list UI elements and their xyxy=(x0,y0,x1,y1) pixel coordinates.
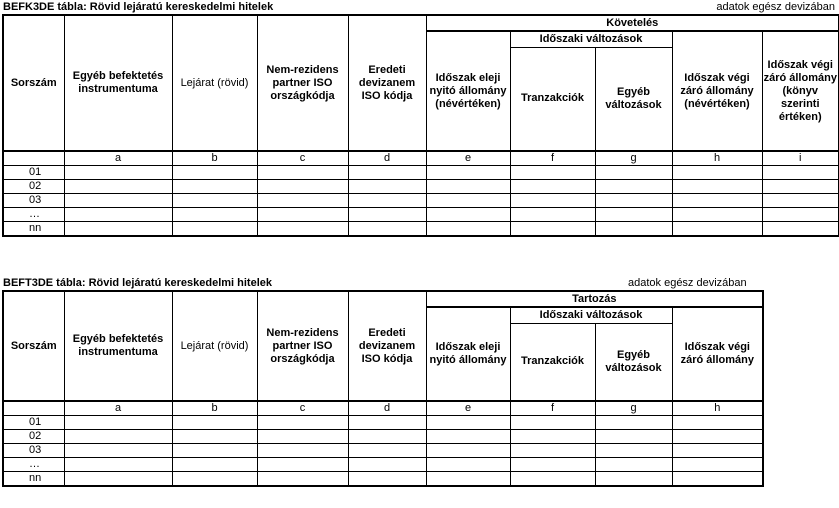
data-cell[interactable] xyxy=(257,180,348,194)
letter-cell: e xyxy=(426,401,510,416)
table1 xyxy=(2,14,839,237)
col-nyito: Időszak eleji nyitó állomány xyxy=(426,307,510,401)
col-tranzakciok: Tranzakciók xyxy=(510,323,595,401)
data-cell[interactable] xyxy=(672,222,762,237)
data-cell[interactable] xyxy=(672,430,763,444)
data-cell[interactable] xyxy=(762,166,839,180)
letter-cell: f xyxy=(510,401,595,416)
group-header-kovetelés: Követelés xyxy=(426,15,839,31)
row-label: … xyxy=(3,208,64,222)
col-zaro: Időszak végi záró állomány xyxy=(672,307,763,401)
table-row xyxy=(3,180,839,194)
data-cell[interactable] xyxy=(348,166,426,180)
row-label: 02 xyxy=(3,180,64,194)
data-cell[interactable] xyxy=(257,472,348,487)
sub-header-idoszaki: Időszaki változások xyxy=(510,31,672,47)
data-cell[interactable] xyxy=(348,472,426,487)
table-row xyxy=(3,208,839,222)
data-cell[interactable] xyxy=(595,444,672,458)
letter-cell: g xyxy=(595,401,672,416)
data-cell[interactable] xyxy=(172,458,257,472)
data-cell[interactable] xyxy=(257,458,348,472)
data-cell[interactable] xyxy=(595,166,672,180)
data-cell[interactable] xyxy=(510,194,595,208)
letter-cell xyxy=(3,401,64,416)
data-cell[interactable] xyxy=(172,444,257,458)
data-cell[interactable] xyxy=(172,180,257,194)
letter-cell: i xyxy=(762,151,839,166)
row-label: 02 xyxy=(3,430,64,444)
data-cell[interactable] xyxy=(257,194,348,208)
data-cell[interactable] xyxy=(426,222,510,237)
col-zaro: Időszak végi záró állomány (névértéken) xyxy=(672,31,762,151)
data-cell[interactable] xyxy=(64,166,172,180)
data-cell[interactable] xyxy=(172,472,257,487)
col-zaro-konyv: Időszak végi záró állomány (könyv szerinti értéken) xyxy=(762,31,839,151)
data-cell[interactable] xyxy=(595,194,672,208)
table2 xyxy=(2,290,764,487)
data-cell[interactable] xyxy=(348,194,426,208)
data-cell[interactable] xyxy=(257,166,348,180)
data-cell[interactable] xyxy=(348,416,426,430)
data-cell[interactable] xyxy=(172,222,257,237)
row-label: nn xyxy=(3,222,64,237)
table-row xyxy=(3,166,839,180)
data-cell[interactable] xyxy=(426,458,510,472)
data-cell[interactable] xyxy=(64,472,172,487)
data-cell[interactable] xyxy=(426,194,510,208)
data-cell[interactable] xyxy=(348,444,426,458)
row-label: 03 xyxy=(3,194,64,208)
row-label: 03 xyxy=(3,444,64,458)
letter-cell: h xyxy=(672,401,763,416)
col-partner: Nem-rezidens partner ISO országkódja xyxy=(257,15,348,151)
table2-unit: adatok egész devizában xyxy=(628,277,747,289)
data-cell[interactable] xyxy=(762,194,839,208)
table-row xyxy=(3,472,763,487)
data-cell[interactable] xyxy=(64,416,172,430)
table2-title: BEFT3DE tábla: Rövid lejáratú kereskedelmi hitelek xyxy=(3,277,272,289)
data-cell[interactable] xyxy=(672,444,763,458)
table-row xyxy=(3,458,763,472)
data-cell[interactable] xyxy=(672,208,762,222)
col-egyeb: Egyéb változások xyxy=(595,47,672,151)
row-label: 01 xyxy=(3,166,64,180)
data-cell[interactable] xyxy=(510,430,595,444)
data-cell[interactable] xyxy=(510,222,595,237)
data-cell[interactable] xyxy=(672,194,762,208)
data-cell[interactable] xyxy=(595,472,672,487)
letter-cell: c xyxy=(257,401,348,416)
letter-cell xyxy=(3,151,64,166)
col-lejarat: Lejárat (rövid) xyxy=(172,291,257,401)
data-cell[interactable] xyxy=(172,194,257,208)
data-cell[interactable] xyxy=(426,416,510,430)
table-row xyxy=(3,194,839,208)
data-cell[interactable] xyxy=(510,472,595,487)
letter-cell: h xyxy=(672,151,762,166)
letter-cell: d xyxy=(348,151,426,166)
data-cell[interactable] xyxy=(348,430,426,444)
data-cell[interactable] xyxy=(510,416,595,430)
col-sorszam: Sorszám xyxy=(3,15,64,151)
data-cell[interactable] xyxy=(595,430,672,444)
data-cell[interactable] xyxy=(510,444,595,458)
data-cell[interactable] xyxy=(672,458,763,472)
data-cell[interactable] xyxy=(348,222,426,237)
data-cell[interactable] xyxy=(257,222,348,237)
data-cell[interactable] xyxy=(762,222,839,237)
data-cell[interactable] xyxy=(64,208,172,222)
col-instrument: Egyéb befektetés instrumentuma xyxy=(64,291,172,401)
data-cell[interactable] xyxy=(426,166,510,180)
table1-unit: adatok egész devizában xyxy=(716,1,835,13)
data-cell[interactable] xyxy=(672,416,763,430)
data-cell[interactable] xyxy=(426,444,510,458)
col-tranzakciok: Tranzakciók xyxy=(510,47,595,151)
data-cell[interactable] xyxy=(426,208,510,222)
group-header-tartozas: Tartozás xyxy=(426,291,763,307)
letter-cell: f xyxy=(510,151,595,166)
letter-cell: a xyxy=(64,151,172,166)
data-cell[interactable] xyxy=(64,458,172,472)
data-cell[interactable] xyxy=(64,194,172,208)
col-instrument: Egyéb befektetés instrumentuma xyxy=(64,15,172,151)
letter-row xyxy=(3,151,839,166)
table1-title: BEFK3DE tábla: Rövid lejáratú kereskedelmi hitelek xyxy=(3,1,274,13)
data-cell[interactable] xyxy=(348,208,426,222)
col-nyito: Időszak eleji nyitó állomány (névértéken) xyxy=(426,31,510,151)
data-cell[interactable] xyxy=(172,208,257,222)
data-cell[interactable] xyxy=(510,208,595,222)
data-cell[interactable] xyxy=(257,444,348,458)
letter-cell: c xyxy=(257,151,348,166)
data-cell[interactable] xyxy=(172,416,257,430)
data-cell[interactable] xyxy=(510,166,595,180)
data-cell[interactable] xyxy=(257,416,348,430)
letter-cell: g xyxy=(595,151,672,166)
data-cell[interactable] xyxy=(762,180,839,194)
letter-cell: b xyxy=(172,401,257,416)
data-cell[interactable] xyxy=(672,166,762,180)
data-cell[interactable] xyxy=(595,180,672,194)
data-cell[interactable] xyxy=(64,222,172,237)
row-label: 01 xyxy=(3,416,64,430)
data-cell[interactable] xyxy=(595,222,672,237)
data-cell[interactable] xyxy=(762,208,839,222)
row-label: nn xyxy=(3,472,64,487)
data-cell[interactable] xyxy=(172,166,257,180)
table-row xyxy=(3,416,763,430)
data-cell[interactable] xyxy=(510,180,595,194)
letter-cell: a xyxy=(64,401,172,416)
data-cell[interactable] xyxy=(595,416,672,430)
row-label: … xyxy=(3,458,64,472)
letter-cell: d xyxy=(348,401,426,416)
letter-row xyxy=(3,401,763,416)
data-cell[interactable] xyxy=(672,472,763,487)
letter-cell: e xyxy=(426,151,510,166)
data-cell[interactable] xyxy=(257,430,348,444)
col-lejarat: Lejárat (rövid) xyxy=(172,15,257,151)
table-row xyxy=(3,444,763,458)
data-cell[interactable] xyxy=(595,458,672,472)
data-cell[interactable] xyxy=(348,180,426,194)
data-cell[interactable] xyxy=(172,430,257,444)
table-row xyxy=(3,222,839,237)
data-cell[interactable] xyxy=(426,180,510,194)
col-deviza: Eredeti devizanem ISO kódja xyxy=(348,291,426,401)
col-egyeb: Egyéb változások xyxy=(595,323,672,401)
col-deviza: Eredeti devizanem ISO kódja xyxy=(348,15,426,151)
data-cell[interactable] xyxy=(426,430,510,444)
data-cell[interactable] xyxy=(64,430,172,444)
data-cell[interactable] xyxy=(64,180,172,194)
letter-cell: b xyxy=(172,151,257,166)
data-cell[interactable] xyxy=(64,444,172,458)
table-row xyxy=(3,430,763,444)
data-cell[interactable] xyxy=(257,208,348,222)
data-cell[interactable] xyxy=(348,458,426,472)
data-cell[interactable] xyxy=(510,458,595,472)
col-partner: Nem-rezidens partner ISO országkódja xyxy=(257,291,348,401)
data-cell[interactable] xyxy=(672,180,762,194)
col-sorszam: Sorszám xyxy=(3,291,64,401)
sub-header-idoszaki: Időszaki változások xyxy=(510,307,672,323)
data-cell[interactable] xyxy=(595,208,672,222)
data-cell[interactable] xyxy=(426,472,510,487)
